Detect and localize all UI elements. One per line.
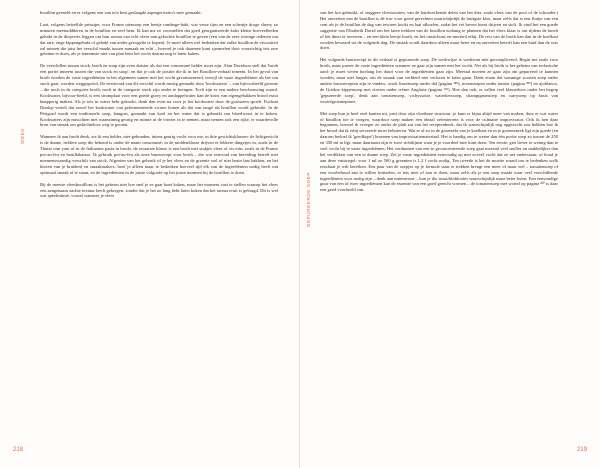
right-page [300,0,600,468]
right-text-column [320,10,558,199]
left-side-label: WEEK [20,128,25,144]
left-paragraph-1: bouillon geeneld en er volgens een van m'n best geslaagde aspergerisotto's mee gemaakt. [40,10,202,15]
left-paragraph-2: Laat, volgens hetzelfde principe, voor Franse uiensoep een beetje runderge-hakt, wat verse tijm en een scheutje droge sherry zo minuten meenuddderen in de bouillon en zeef hem. Ik kan me zo voorstellen dat goed georganiseerde koks kleine hoeveelheden gehakt in de diepvries leggen om hun aroma van echt vlees aan gekochte bouillon te geven (een van de zeer weinige redenen om dat rare, enge kippengehakt of gehakt van ander gevogelte te kopen). Je moet alleen wel bedenken dat zulke bouillon de viscositeit zal missen die juist het verschil maakt tussen namaak en echt – hoewel je ook daarmee kunt sjoemelen door voorzichtig iets rare gelatine te doen, als je tenminste niet van plan bent het vocht daarna nog te laten koken. [40,21,278,57]
left-paragraph-4: Wanneer ik aan broth denk, zie ik een helder, niet-gebonden, intens geurig vocht voor me, in drie gewichtsklassen: de lichtgewicht is de dunne, heldere soep die bekend is onder de naam consommé; in de middenklasse drijven er lekkere dingetjes in, zoals in de Thaise tom yam of in de Italiaanse pasta in brodo, de zwaarste klasse is een broth met stukjes vlees of vis erin, zoals in de Franse pot-au-feu en bouillabaisse. Ik gebruik pot-au-feu als onze basisrecept voor broth – die wat eenvoud van bereiding betreft niet noemenswaardig verschilt van stock. Afgezien van het gebruik of je het vlees en de groente wel of niet bruin laat bakken, en het kiezen van je kruiden) en smaakmakers, hoef je alleen maar te bedenken hoeveel tijd elk van de ingrediënten nodig heeft om optimaal smaak af te staan, en de ingrediënten in de juiste volgorde op het juiste moment bij de bouillon te doen. [40,134,278,175]
left-paragraph-3: De verschillen tussen stock, broth en soup zijn even duister als dat een consommé helder moet zijn. Alan Davidson stelt dat 'broth een portie inneem tussen die van stock en soup', en dat je ook de positie die ik in het Bouillon-verhaal inneem. In het geval van broth worden de vaste ingrediënten in het algemeen samen met het vocht geconsumeerd, terwijl de vaste ingrediënten als het om stock gaat, worden weggegooid. De eerstvoud van dit verschil wordt mistig gemaakt door 'kookwaters' – van bijvoorbeeld groente – die noch in de categorie broth, noch in de categorie stock zijn onder te brengen. Toch zijn er een nadere beschouwing waard. Kookwater, bijvoor-beeld, is een stromplaat voor een goede gravy en aardappelwater kan de korst van eigengebakken brood extra knapperig maken. Als je iets in water hebt gekookt, denk dan even na voor je het kookwater door de gootsteen spoelt. Fuchsia Dunlop vertelt dat zowel het kookwater van gefermenteerde zwarte bonen als dat van taugé als bouillon wordt gebruikt. In de Périgord wordt een traditionele soep, baugras, gemaakt van kool en het water dat is gebruikt om bloedworst in te koken. Kookwaters zijn misschien niet waanzinnig geurig en ruimte in de vriezer in te nemen, maar nemen ook een rijke, te waardevolle bron van smaak om gedachteloos weg te gooien. [40,63,278,128]
right-paragraph-3: Met soep kun je heel veel kanten uit, juist door zijn vloeibare structuur: je kunt er bijna altijd meer van maken, door er wat water of bouillon toe te voegen, waardoor soep maken een ideaal oefenterrein is voor de culinaire improvisator. Ook ik ben daar begonnen, hoewel ik vroeger zo onder de plak zat van het receptenboek, dat ik waarschijnlijk nog opgezocht zou hebben hoe ik het brood dat ik erbij serveerde moet beboteren. Wat er al zo in de groentela van je koelkast en in je groentenrek ligt zijn goede (en daarom bedoel ik 'goedkope') bronnen van improvisatiemateriaal. Het is handig om te weten dan één portie soep zo tussen de 250 en 350 ml in ligt, maar daarnaast zijn er twee richtlijnen waar je je voordeel mee kunt doen. Ten eerste, giet liever te weinig dan te veel vocht bij te vaste ingrediënten. Het verdunnen van een te geconcentreerde soep gaat meestal veel sneller en makkelijker dan het verdikken van een te dunne soep. Zet je vaste ingrediënten eenvoudig op met zoveel vocht dat ze net onderstaan; of houd je aan deze vuistregel: voor 1 ml zo 500 g groenten is 1,2 l vocht nodig. Ten tweede is het de moeite waard om te bedenken welk resultaat je wilt bereiken. Een paar van de soepjes op je formule staat te trekken brengt een meer of maar wel – tomatensoep of een voorbehoud aan te willen fruitselen, er iets mee of aan te doen, maar zelfs als je een soep maakt waar veel verschillende ingrediënten voor nodig zijn – denk aan minestrone – kun je die truus/bloblootes waarschijnlijk maar beter lezen. Een eenvoudige guur van een of twee ingrediënten kan de essentie van een goed gerecht vormen – de tomatensoep met wortel op pagina ²²⁰ is daar een goed voorbeeld van. [320,110,558,193]
right-paragraph-2: Het volgende basisrecept in dit verhaal is gepureerde soep. De werkwijze is wederom niet gecompliceerd. Begin net zoals voor broth, maar pureer de vaste ingrediënten wanneer ze gaar zijn samen met het vocht. Net als bij broth is het geheim van technische aard: je moet weten hoelang het duurt voor de ingrediënten gaar zijn. Meestal moeten ze gaar zijn om gepureerd te kunnen worden, maar niet langer, om de smaak van verbleid niet verloren te laten gaan. Denk eraan dat sommige soorten soep onder andere basisrecepten zijn te vinden– zoals linzensoep onder dal (pagina ¹⁸⁸), notensoepen onder tarator (pagina ²⁸⁹) en ajoblanco, de Griekse kippensoep met citroen onder crème Anglaise (pagina ¹⁹⁶). Hoe dan ook, er vallen veel klassiekers onder het begrip 'gepureerde soep', denk aan tomatensoep, vichyssoise, waterkerssoep, champignonsoep en currysoep op basis van wortelgroentepuree. [320,57,558,104]
left-page-number: 218 [13,447,24,453]
right-page-number: 219 [576,447,587,453]
right-side-label: GEPUREERDE SOEP [306,172,311,228]
left-paragraph-5: Bij de meeste vleesbouillons is het geheim niet hoe snel je ze gaar kunt koken, maar het moment vast te stellen waarop het vlees een aangenaam zachte textuur heeft gekregen, zonder dat je het zo lang hebt laten koken dat het aroma eruit is gelougd. Dit is wel wat speelruimte, vooral wanneer je vlees [40,181,278,199]
right-paragraph-1: van het bot gebruikt, of stuggere vleessoorten, van de hardwerkende delen van het dier, zoals vlees van de poot of de schouder.) Het ontvetten van de bouillon is dé truc voor goeie gerechten waarschijnlijk de lastigste klus, maar zelfs dat is een fluitje van een cent als je de bouillon de dag van tevoren kookt en laat afkoelen, zodat het vet boven komt drijven en stolt. Ik vind het een goede suggestie van Elisabeth David om het laten trekken van de bouillon zodanig te plannen dat het vlees klaar is om tijdens de lunch of het diner te serveren – en een klein beetje broth, en het onstichons en morterd erbij. De rest van de broth kan dan in de koelkast worden bewaard tot de volgende dag. De smaak wordt daardoor alleen maar beter en na ontvetten beterft kan een kind dan de was doen. [320,10,558,51]
left-text-column [40,10,278,205]
